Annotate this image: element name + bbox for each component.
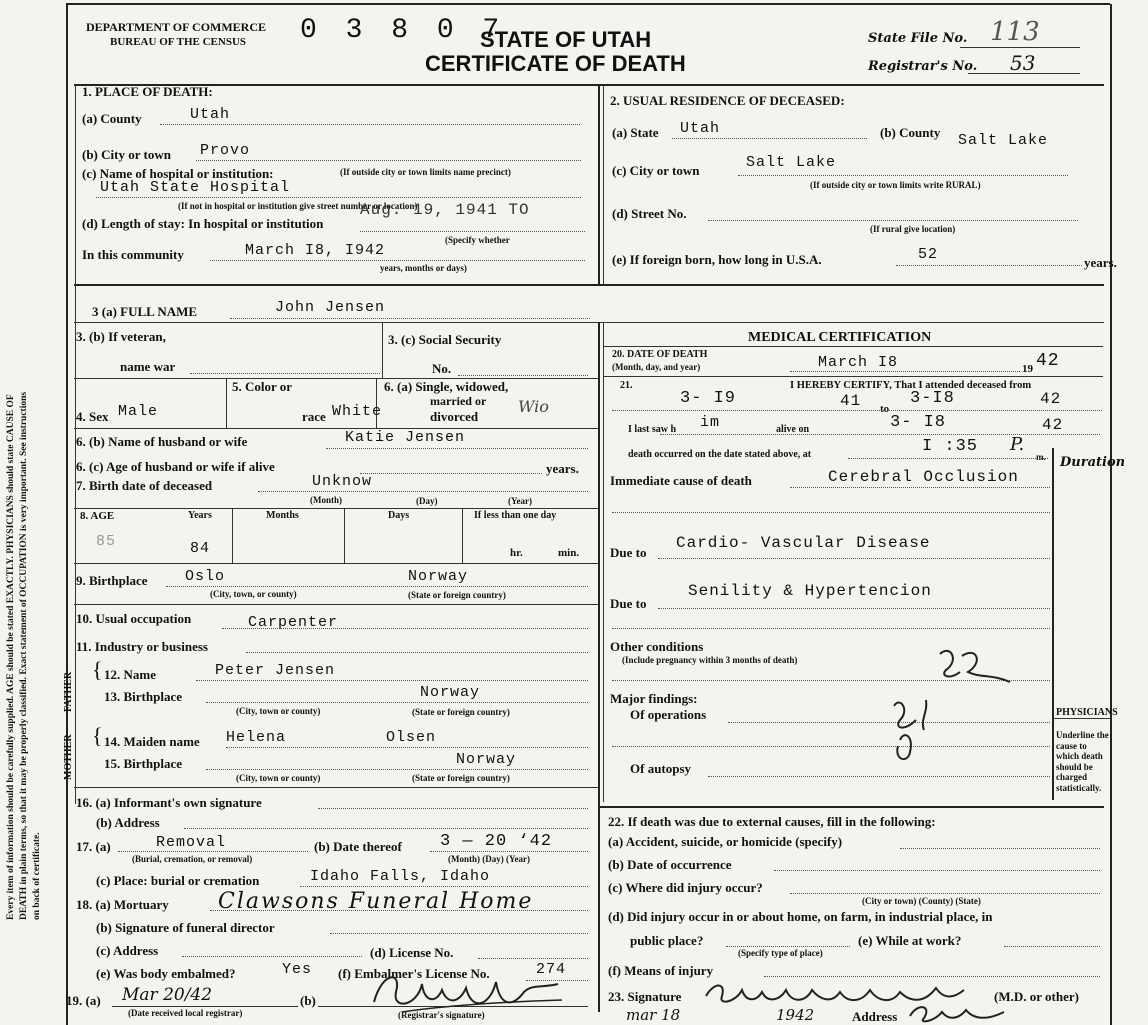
registrars-label: Registrar's No.	[868, 59, 978, 74]
hospital-value: Utah State Hospital	[100, 179, 291, 196]
birth-month-note: (Month)	[310, 495, 342, 505]
father-birthplace-value: Norway	[420, 684, 481, 701]
form-title: CERTIFICATE OF DEATH	[425, 51, 686, 76]
county-value: Utah	[190, 106, 231, 123]
birth-day-note: (Day)	[416, 496, 438, 506]
res-street-label: (d) Street No.	[612, 206, 687, 221]
certify-label: I HEREBY CERTIFY, That I attended deceased from	[790, 380, 1032, 391]
certificate-number: 0 3 8 0 7	[300, 15, 506, 46]
birth-year-note: (Year)	[508, 496, 532, 506]
res-county-value: Salt Lake	[958, 132, 1049, 149]
age-label: 8. AGE	[80, 510, 115, 522]
received-date: Mar 20/42	[122, 985, 213, 1005]
autopsy-label: Of autopsy	[630, 761, 692, 776]
veteran-label: 3. (b) If veteran,	[76, 329, 166, 344]
dod-year: 42	[1036, 351, 1060, 371]
dod-value: March I8	[818, 354, 899, 371]
attended-to: 3-I8	[910, 389, 955, 408]
father-side-label: FATHER	[63, 671, 74, 712]
mother-birthplace-value: Norway	[456, 751, 517, 768]
due-to-2-value: Senility & Hypertencion	[688, 582, 932, 600]
dod-note: (Month, day, and year)	[612, 362, 701, 372]
side-line-1: Every item of information should be carefully supplied. AGE should be stated EXACTLY. PHYSICIANS should state CAUSE OF	[6, 394, 16, 920]
physician-address-label: Address	[852, 1009, 898, 1024]
removal-label: 17. (a)	[76, 839, 111, 854]
other-conditions-label: Other conditions	[610, 639, 704, 654]
res-street-note: (If rural give location)	[870, 224, 956, 234]
age-faint: 85	[96, 533, 117, 550]
registrar-signature-note: (Registrar's signature)	[398, 1010, 485, 1020]
frame-right	[1110, 4, 1112, 1025]
hospital-label: (c) Name of hospital or institution:	[82, 166, 274, 181]
father-birthplace-label: 13. Birthplace	[104, 689, 182, 704]
cert-num: 21.	[620, 380, 633, 391]
side-line-2: DEATH in plain terms, so that it may be properly classified. Exact statement of OCCUPATION is very important. See instructions	[19, 391, 29, 920]
res-state-label: (a) State	[612, 125, 659, 140]
state-title: STATE OF UTAH	[480, 27, 652, 52]
death-time-pm: P.	[1010, 434, 1025, 455]
informant-signature-label: 16. (a) Informant's own signature	[76, 795, 262, 810]
funeral-director-label: (b) Signature of funeral director	[96, 920, 275, 935]
frame-left	[66, 4, 68, 1025]
hospital-note-2: (If not in hospital or institution give street number or location)	[178, 201, 418, 211]
embalmed-value: Yes	[282, 961, 313, 978]
physicians-label: PHYSICIANS	[1056, 707, 1118, 718]
birth-date-label: 7. Birth date of deceased	[76, 478, 213, 493]
major-findings-label: Major findings:	[610, 691, 698, 706]
medical-heading: MEDICAL CERTIFICATION	[748, 330, 932, 345]
received-b-label: (b)	[300, 993, 316, 1008]
age-hr: hr.	[510, 547, 523, 559]
due-to-1-label: Due to	[610, 545, 647, 560]
physician-sign-year: 1942	[776, 1006, 815, 1024]
operations-label: Of operations	[630, 707, 707, 722]
removal-value: Removal	[156, 834, 227, 851]
color-label: 5. Color or	[232, 379, 293, 394]
bureau-label: BUREAU OF THE CENSUS	[110, 36, 247, 48]
res-city-note: (If outside city or town limits write RURAL)	[810, 180, 981, 190]
residence-heading: 2. USUAL RESIDENCE OF DECEASED:	[610, 93, 845, 108]
community-value: March I8, I942	[245, 242, 386, 259]
dod-label: 20. DATE OF DEATH	[612, 349, 708, 360]
burial-place-label: (c) Place: burial or cremation	[96, 873, 260, 888]
physician-initials	[880, 640, 1020, 770]
removal-note: (Burial, cremation, or removal)	[132, 854, 253, 864]
spouse-age-label: 6. (c) Age of husband or wife if alive	[76, 459, 275, 474]
received-note: (Date received local registrar)	[128, 1008, 243, 1018]
age-months-col: Months	[266, 510, 299, 521]
birthplace-city-note: (City, town, or county)	[210, 589, 297, 599]
birth-date-value: Unknow	[312, 473, 373, 490]
mother-bp-country-note: (State or foreign country)	[412, 773, 510, 783]
city-label: (b) City or town	[82, 147, 171, 162]
age-less-col: If less than one day	[474, 510, 557, 521]
attended-to-label: to	[880, 403, 890, 415]
due-to-2-label: Due to	[610, 596, 647, 611]
state-file-value: 113	[990, 17, 1040, 47]
race-value: White	[332, 403, 383, 420]
physician-address-signature	[904, 1000, 1014, 1025]
occupation-value: Carpenter	[248, 614, 339, 631]
informant-address-label: (b) Address	[96, 815, 160, 830]
external-d-note: (Specify type of place)	[738, 948, 823, 958]
attended-from-year: 41	[840, 392, 862, 410]
external-b: (b) Date of occurrence	[608, 857, 732, 872]
father-bp-country-note: (State or foreign country)	[412, 707, 510, 717]
physician-signature-label: 23. Signature	[608, 989, 682, 1004]
dod-prefix: 19	[1022, 363, 1033, 375]
res-county-label: (b) County	[880, 125, 941, 140]
spouse-age-years: years.	[546, 461, 579, 476]
death-time-value: I :35	[922, 437, 979, 456]
place-heading: 1. PLACE OF DEATH:	[82, 84, 213, 99]
embalmed-label: (e) Was body embalmed?	[96, 966, 236, 981]
embalmer-license-label: (f) Embalmer's License No.	[338, 966, 490, 981]
hospital-note: (If outside city or town limits name precinct)	[340, 167, 511, 177]
alive-on-label: alive on	[776, 424, 810, 435]
external-f: (f) Means of injury	[608, 963, 714, 978]
physician-sign-date: mar 18	[626, 1006, 681, 1024]
removal-date-value: 3 — 20 ‘42	[440, 832, 553, 851]
side-line-3: on back of certificate.	[32, 832, 42, 920]
registrar-signature	[362, 962, 572, 1020]
sex-value: Male	[118, 403, 159, 420]
underline-note: Underline the cause to which death should be charged statistically.	[1056, 730, 1109, 793]
registrars-value: 53	[1010, 51, 1036, 75]
age-value: 84	[190, 540, 211, 557]
age-days-col: Days	[388, 510, 410, 521]
city-value: Provo	[200, 142, 251, 159]
duration-label: Duration	[1060, 455, 1126, 470]
birthplace-country-note: (State or foreign country)	[408, 590, 506, 600]
mother-last-name: Olsen	[386, 729, 437, 746]
removal-date-note: (Month) (Day) (Year)	[448, 854, 530, 864]
attended-to-year: 42	[1040, 390, 1062, 408]
industry-label: 11. Industry or business	[76, 639, 208, 654]
alive-on-value: 3- I8	[890, 413, 947, 432]
marital-value: Wio	[518, 397, 549, 416]
age-years-col: Years	[188, 510, 212, 521]
community-label: In this community	[82, 247, 184, 262]
res-city-value: Salt Lake	[746, 154, 837, 171]
full-name-label: 3 (a) FULL NAME	[92, 304, 198, 319]
immediate-cause-label: Immediate cause of death	[610, 473, 752, 488]
mother-bp-city-note: (City, town or county)	[236, 773, 321, 783]
mortuary-address-label: (c) Address	[96, 943, 159, 958]
side-instructions	[4, 90, 48, 930]
mortuary-label: 18. (a) Mortuary	[76, 897, 169, 912]
other-conditions-note: (Include pregnancy within 3 months of death)	[622, 655, 798, 665]
external-c: (c) Where did injury occur?	[608, 880, 763, 895]
burial-place-value: Idaho Falls, Idaho	[310, 868, 491, 885]
name-war-label: name war	[120, 359, 176, 374]
occupation-label: 10. Usual occupation	[76, 611, 192, 626]
specify-note: (Specify whether	[445, 235, 510, 245]
embalmer-license-value: 274	[536, 961, 567, 978]
foreign-born-label: (e) If foreign born, how long in U.S.A.	[612, 252, 822, 267]
immediate-cause-value: Cerebral Occlusion	[828, 468, 1019, 486]
father-name-label: 12. Name	[104, 667, 156, 682]
full-name-value: John Jensen	[275, 299, 386, 316]
married-label: married or	[430, 394, 487, 408]
mother-maiden-label: 14. Maiden name	[104, 734, 200, 749]
mortuary-value: Clawsons Funeral Home	[218, 889, 534, 914]
ssn-label: 3. (c) Social Security	[388, 332, 502, 347]
ssn-no-label: No.	[432, 361, 452, 376]
attended-from: 3- I9	[680, 389, 737, 408]
res-state-value: Utah	[680, 120, 721, 137]
state-file-label: State File No.	[868, 31, 968, 46]
external-e: (e) While at work?	[858, 933, 962, 948]
age-min: min.	[558, 547, 580, 559]
years-months-note: years, months or days)	[380, 263, 467, 273]
res-city-label: (c) City or town	[612, 163, 700, 178]
stay-overwrite: Aug. 19, 1941 TO	[360, 201, 530, 219]
external-heading: 22. If death was due to external causes, fill in the following:	[608, 814, 936, 829]
external-d-public: public place?	[630, 933, 704, 948]
foreign-years: years.	[1084, 255, 1117, 270]
mother-birthplace-label: 15. Birthplace	[104, 756, 182, 771]
dept-label: DEPARTMENT OF COMMERCE	[86, 20, 267, 34]
received-label: 19. (a)	[66, 993, 101, 1008]
length-of-stay-label: (d) Length of stay: In hospital or institution	[82, 216, 324, 231]
physician-signature-note: (M.D. or other)	[994, 989, 1079, 1004]
mother-side-label: MOTHER	[63, 734, 74, 780]
birthplace-country: Norway	[408, 568, 469, 585]
removal-date-label: (b) Date thereof	[314, 839, 402, 854]
race-label: race	[302, 409, 326, 424]
frame-top	[66, 3, 1110, 5]
external-c-note: (City or town) (County) (State)	[862, 896, 981, 906]
death-time-m: m.	[1036, 452, 1046, 462]
due-to-1-value: Cardio- Vascular Disease	[676, 534, 931, 552]
spouse-label: 6. (b) Name of husband or wife	[76, 434, 248, 449]
last-saw-label: I last saw h	[628, 424, 677, 435]
spouse-value: Katie Jensen	[345, 429, 466, 446]
foreign-born-value: 52	[918, 246, 939, 263]
single-label: 6. (a) Single, widowed,	[384, 379, 509, 394]
death-time-label: death occurred on the date stated above, at	[628, 449, 812, 460]
alive-on-year: 42	[1042, 416, 1064, 434]
father-name-value: Peter Jensen	[215, 662, 336, 679]
sex-label: 4. Sex	[76, 409, 109, 424]
external-a: (a) Accident, suicide, or homicide (specify)	[608, 834, 843, 849]
father-bp-city-note: (City, town or county)	[236, 706, 321, 716]
divorced-label: divorced	[430, 409, 479, 424]
birthplace-label: 9. Birthplace	[76, 573, 148, 588]
external-d: (d) Did injury occur in or about home, on farm, in industrial place, in	[608, 909, 993, 924]
mother-first-name: Helena	[226, 729, 287, 746]
last-saw-value: im	[700, 414, 721, 431]
birthplace-city: Oslo	[185, 568, 226, 585]
license-label: (d) License No.	[370, 945, 454, 960]
county-label: (a) County	[82, 111, 142, 126]
